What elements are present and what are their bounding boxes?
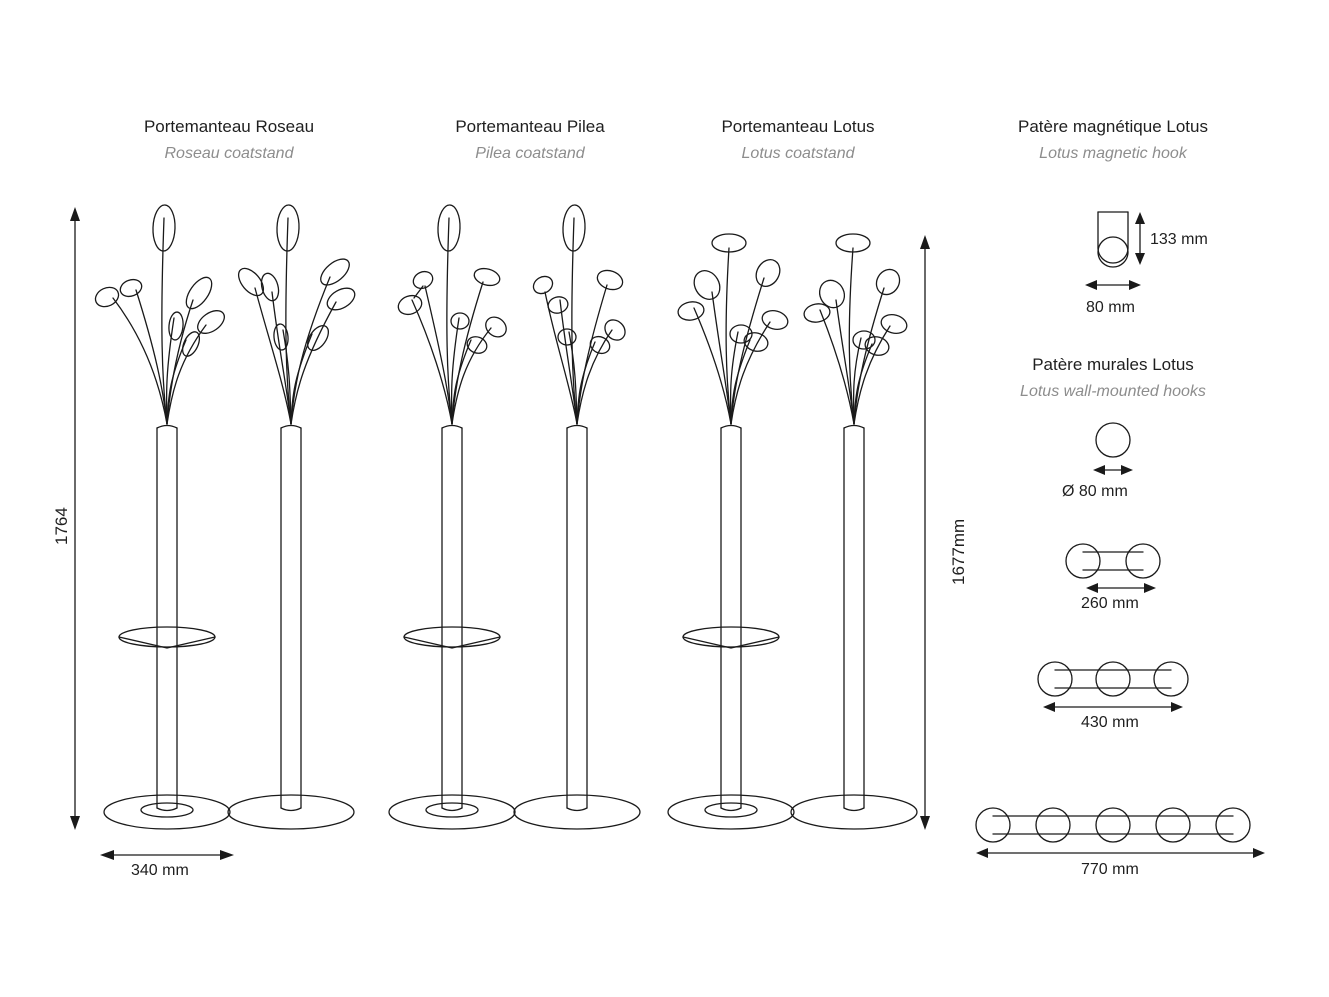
dimension-label-height-left: 1764 (52, 507, 71, 545)
product-pilea-stand-a (389, 205, 515, 829)
heading-lotus-magnetic-fr: Patère magnétique Lotus (1018, 117, 1208, 136)
product-pilea-stand-b (514, 205, 640, 829)
heading-lotus-magnetic-en: Lotus magnetic hook (1039, 145, 1187, 162)
dimension-height-right (920, 235, 930, 830)
product-magnetic-hook (1098, 212, 1128, 267)
dimension-label-hook-single: Ø 80 mm (1062, 483, 1128, 500)
heading-pilea-fr: Portemanteau Pilea (455, 117, 605, 136)
product-wall-hook-single (1096, 423, 1130, 457)
product-roseau-stand-b (228, 205, 358, 829)
dimension-label-hook-double: 260 mm (1081, 595, 1139, 612)
dimension-magnetic-height (1135, 212, 1145, 265)
heading-pilea-en: Pilea coatstand (475, 145, 585, 162)
dimension-label-magnetic-width: 80 mm (1086, 299, 1135, 316)
dimension-base-width (100, 850, 234, 860)
heading-lotus-en: Lotus coatstand (741, 145, 855, 162)
dimension-label-base-width: 340 mm (131, 862, 189, 879)
product-wall-hook-five (976, 808, 1250, 842)
dimension-hook-triple-width (1043, 702, 1183, 712)
dimension-hook-five-width (976, 848, 1265, 858)
dimension-label-magnetic-height: 133 mm (1150, 231, 1208, 248)
product-roseau-stand-a (92, 205, 230, 829)
dimension-label-height-right: 1677mm (949, 518, 968, 585)
dimension-hook-single-width (1093, 465, 1133, 475)
heading-roseau-en: Roseau coatstand (164, 145, 294, 162)
heading-lotus-fr: Portemanteau Lotus (721, 117, 875, 136)
heading-roseau-fr: Portemanteau Roseau (143, 117, 315, 136)
dimension-magnetic-width (1085, 280, 1141, 290)
product-lotus-stand-a (668, 234, 794, 829)
dimension-label-hook-five: 770 mm (1081, 861, 1139, 878)
product-lotus-stand-b (791, 234, 917, 829)
dimension-hook-double-width (1086, 583, 1156, 593)
product-wall-hook-triple (1038, 662, 1188, 696)
dimension-label-hook-triple: 430 mm (1081, 714, 1139, 731)
heading-lotus-wall-en: Lotus wall-mounted hooks (1020, 383, 1206, 400)
heading-lotus-wall-fr: Patère murales Lotus (1032, 355, 1194, 374)
product-wall-hook-double (1066, 544, 1160, 578)
